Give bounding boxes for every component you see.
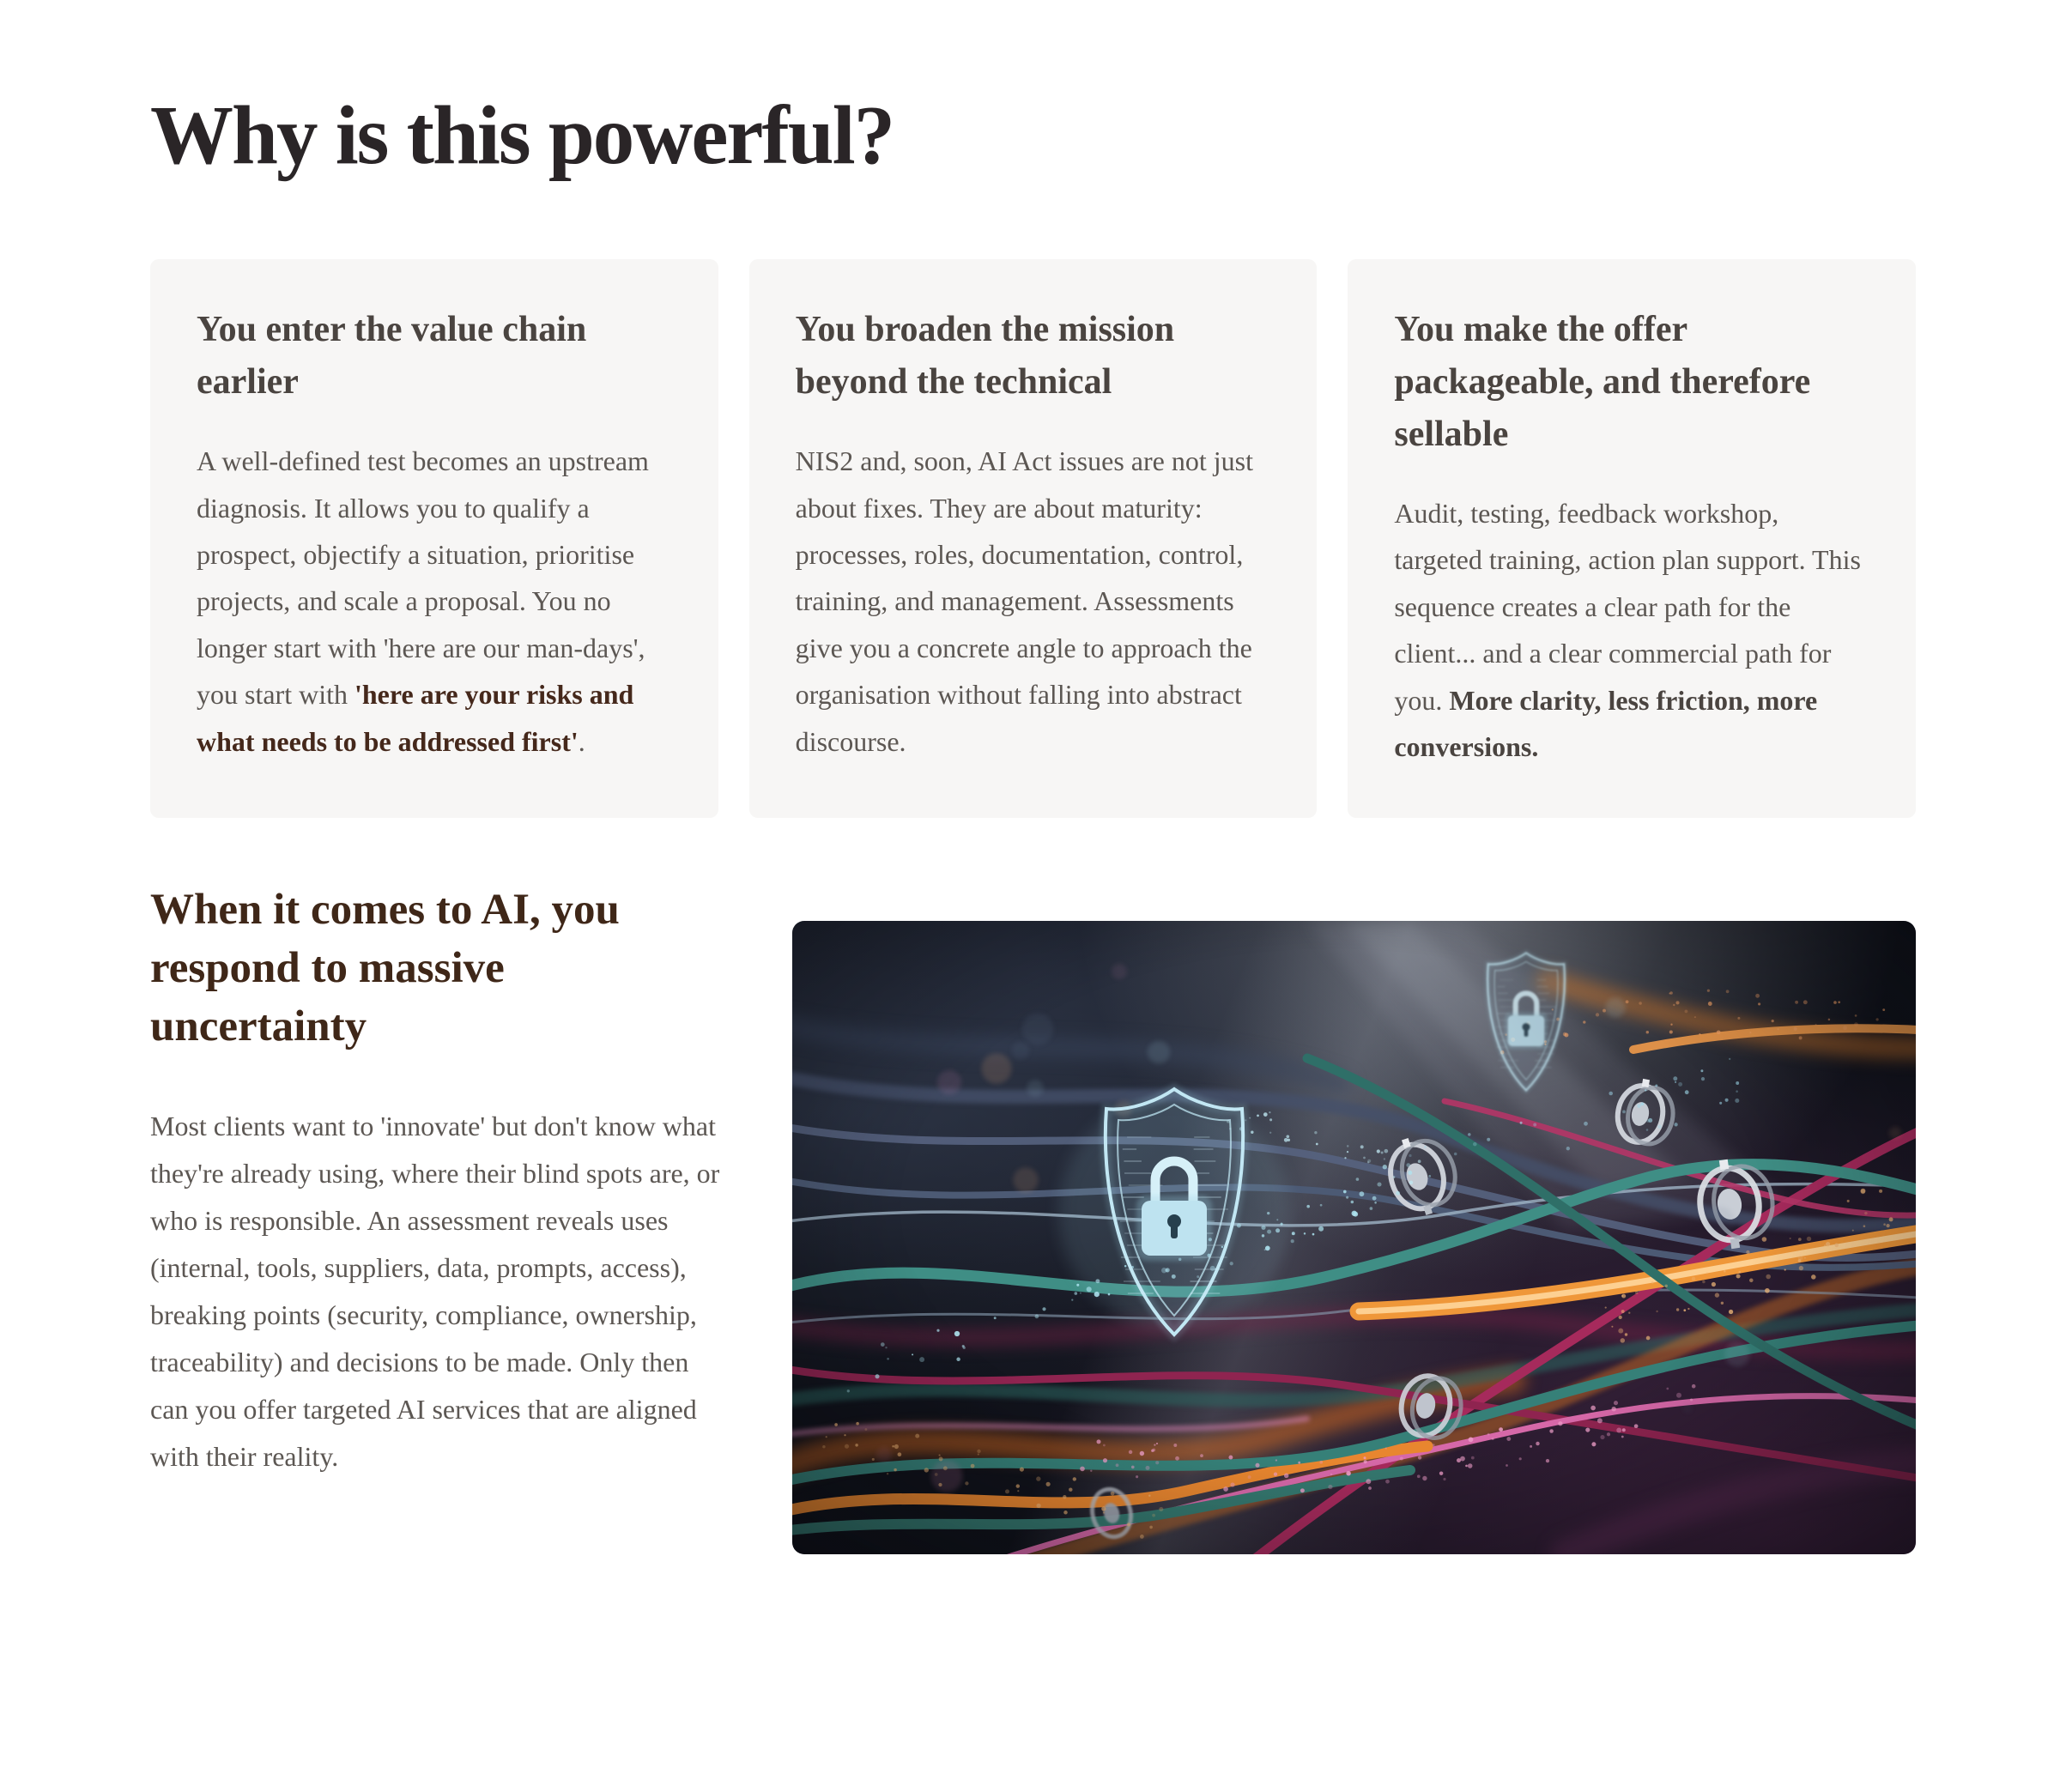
benefit-cards-row xyxy=(150,259,1916,818)
card-body xyxy=(796,438,1271,765)
card-broaden-mission xyxy=(749,259,1318,818)
card-body-regular: Audit, testing, feedback workshop, targeted training, action plan support. This sequence creates a clear path for the client... and a clear commercial path for you. xyxy=(1394,498,1861,716)
card-body-bold: 'here are your risks and what needs to be addressed first' xyxy=(197,679,634,757)
card-value-chain xyxy=(150,259,718,818)
section-text-column xyxy=(150,881,727,1480)
card-body xyxy=(1394,490,1869,770)
card-heading: You broaden the mission beyond the technical xyxy=(795,310,1175,403)
cables-illustration-svg xyxy=(792,921,1916,1554)
section-heading: When it comes to AI, you respond to massive uncertainty xyxy=(150,886,620,1051)
card-body-suffix: . xyxy=(578,725,585,757)
card-body-bold: More clarity, less friction, more conversions. xyxy=(1394,684,1818,763)
security-cables-illustration xyxy=(792,921,1916,1554)
card-packageable-offer xyxy=(1348,259,1916,818)
section-body: Most clients want to 'innovate' but don't know what they're already using, where their blind spots are, or who is responsible. An assessment reveals uses (internal, tools, suppliers, data, prompts, access), breaking points (security, compliance, ownership, traceability) and decisions to be made. Only then can you offer targeted AI services that are aligned with their reality. xyxy=(150,1110,720,1473)
card-heading: You make the offer packageable, and therefore sellable xyxy=(1394,310,1811,455)
ai-uncertainty-section xyxy=(150,881,1916,1554)
card-body-regular: NIS2 and, soon, AI Act issues are not just about fixes. They are about maturity: processes, roles, documentation, control, training, and management. Assessments give you a concrete angle to approach the organisation without falling into abstract discourse. xyxy=(795,445,1253,757)
card-body xyxy=(197,438,672,765)
card-body-regular: A well-defined test becomes an upstream diagnosis. It allows you to qualify a prospect, objectify a situation, prioritise projects, and scale a proposal. You no longer start with 'here are our man-days', you start with xyxy=(197,445,649,711)
card-heading: You enter the value chain earlier xyxy=(197,310,587,403)
page-title: Why is this powerful? xyxy=(150,89,894,181)
